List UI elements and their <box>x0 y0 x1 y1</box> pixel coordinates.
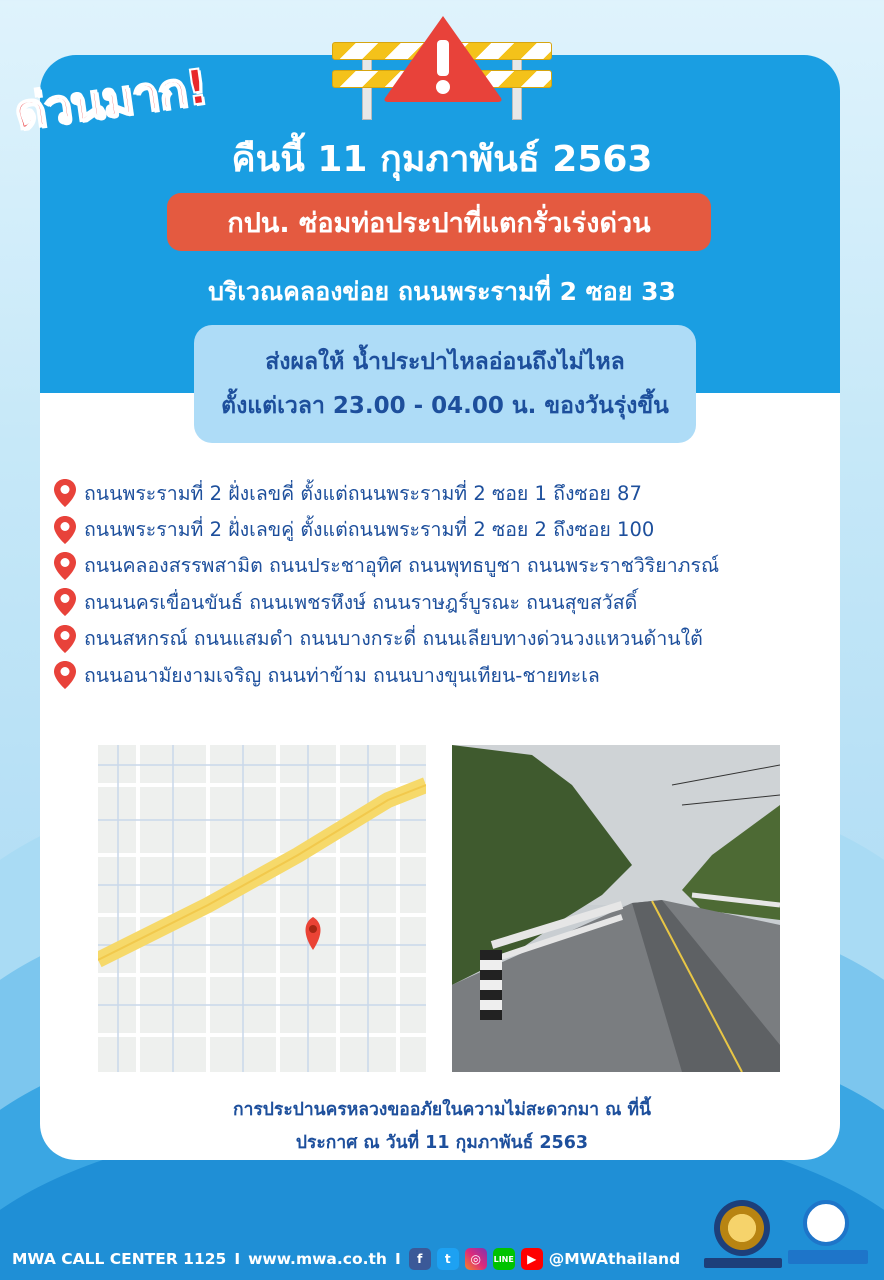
location-pin-icon <box>52 551 78 581</box>
headline-text: กปน. ซ่อมท่อประปาที่แตกรั่วเร่งด่วน <box>227 207 651 239</box>
separator: I <box>234 1250 241 1268</box>
street-text: ถนนนครเขื่อนขันธ์ ถนนเพชรหึงษ์ ถนนราษฎร์บูรณะ ถนนสุขสวัสดิ์ <box>84 590 638 614</box>
warning-icon <box>381 12 505 102</box>
street-text: ถนนสหกรณ์ ถนนแสมดำ ถนนบางกระดี่ ถนนเลียบทางด่วนวงแหวนด้านใต้ <box>84 627 703 651</box>
location-pin-icon <box>52 478 78 508</box>
twitter-icon[interactable]: t <box>437 1248 459 1270</box>
footer-bar <box>12 1243 680 1275</box>
site-photo <box>452 745 780 1072</box>
instagram-icon[interactable]: ◎ <box>465 1248 487 1270</box>
street-text: ถนนพระรามที่ 2 ฝั่งเลขคู่ ตั้งแต่ถนนพระรามที่ 2 ซอย 2 ถึงซอย 100 <box>84 518 655 542</box>
separator: I <box>394 1250 401 1268</box>
list-item <box>52 621 852 657</box>
apology-text: การประปานครหลวงขออภัยในความไม่สะดวกมา ณ ที่นี้ <box>232 1100 652 1120</box>
street-text: ถนนพระรามที่ 2 ฝั่งเลขคี่ ตั้งแต่ถนนพระรามที่ 2 ซอย 1 ถึงซอย 87 <box>84 481 642 505</box>
street-text: ถนนอนามัยงามเจริญ ถนนท่าข้าม ถนนบางขุนเทียน-ชายทะเล <box>84 663 600 687</box>
facebook-icon[interactable]: f <box>409 1248 431 1270</box>
list-item <box>52 511 852 547</box>
location-map <box>98 745 426 1072</box>
effect-line-1: ส่งผลให้ น้ำประปาไหลอ่อนถึงไม่ไหล <box>265 349 625 375</box>
street-text: ถนนคลองสรรพสามิต ถนนประชาอุทิศ ถนนพุทธบูชา ถนนพระราชวิริยาภรณ์ <box>84 554 720 578</box>
call-center-text: MWA CALL CENTER 1125 <box>12 1250 227 1268</box>
location-pin-icon <box>52 624 78 654</box>
street-list <box>52 475 852 693</box>
website-link[interactable]: www.mwa.co.th <box>248 1250 387 1268</box>
youtube-icon[interactable]: ▶ <box>521 1248 543 1270</box>
line-icon[interactable]: LINE <box>493 1248 515 1270</box>
list-item <box>52 475 852 511</box>
location-text: บริเวณคลองข่อย ถนนพระรามที่ 2 ซอย 33 <box>208 277 676 306</box>
location-pin-icon <box>52 660 78 690</box>
social-handle[interactable]: @MWAthailand <box>548 1250 681 1268</box>
agency-logo <box>803 1200 849 1246</box>
logo-caption <box>788 1250 868 1264</box>
urgent-badge: ด่วนมาก! <box>11 58 211 142</box>
location-pin-icon <box>52 587 78 617</box>
list-item <box>52 657 852 693</box>
location-pin-icon <box>52 515 78 545</box>
effect-box <box>194 325 696 443</box>
headline-banner <box>167 193 711 251</box>
effect-line-2: ตั้งแต่เวลา 23.00 - 04.00 น. ของวันรุ่งขึ้น <box>221 393 669 419</box>
page-title: คืนนี้ 11 กุมภาพันธ์ 2563 <box>231 139 653 180</box>
announcement-date: ประกาศ ณ วันที่ 11 กุมภาพันธ์ 2563 <box>295 1133 589 1153</box>
logo-caption <box>704 1258 782 1268</box>
mwa-seal-logo <box>714 1200 770 1256</box>
list-item <box>52 548 852 584</box>
list-item <box>52 584 852 620</box>
